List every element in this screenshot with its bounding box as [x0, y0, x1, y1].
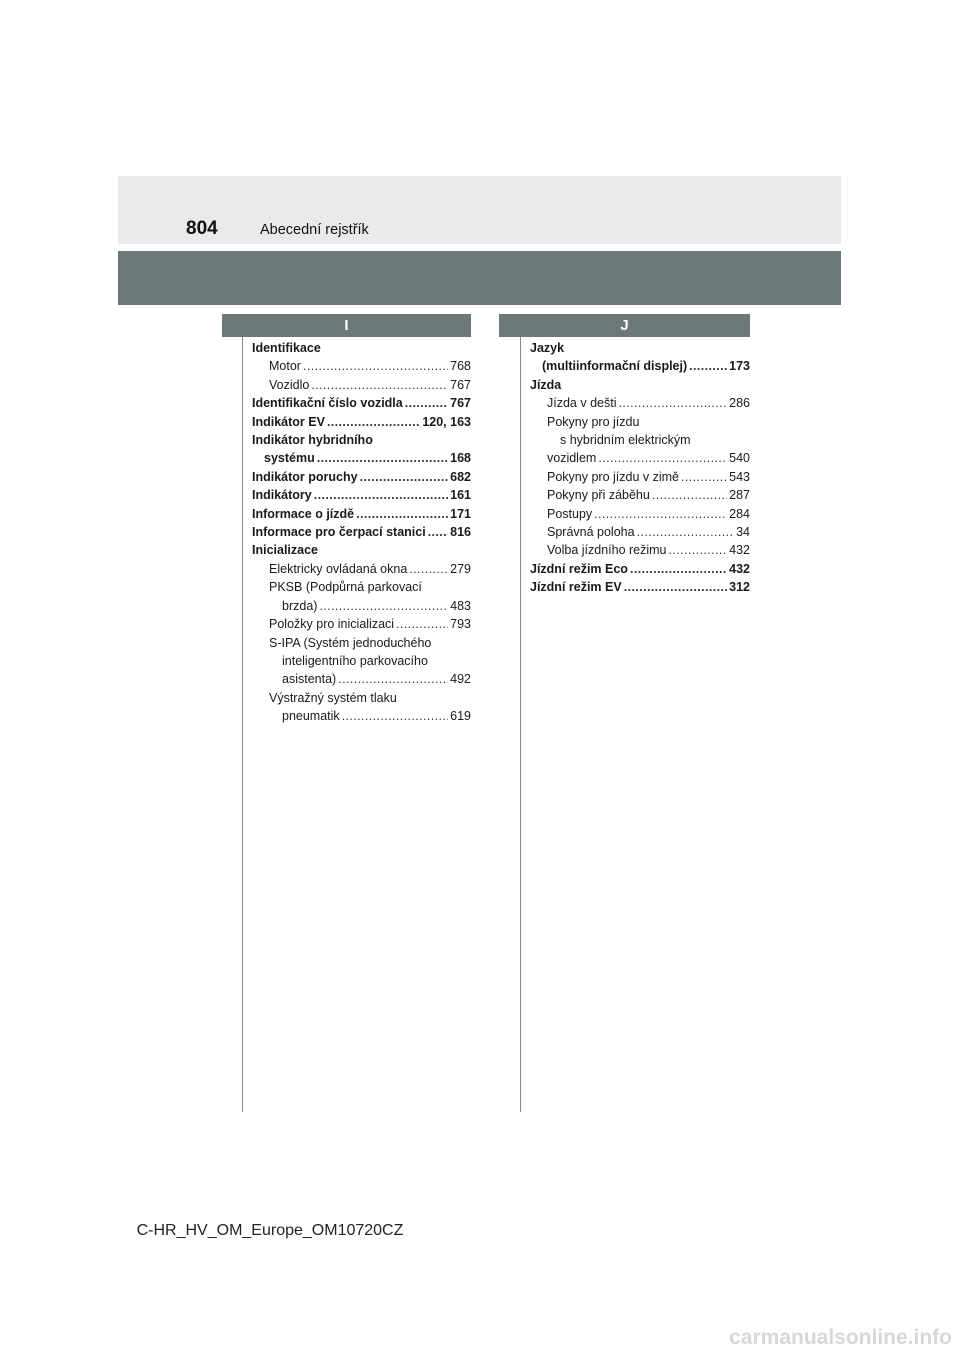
- entry-page: 432: [729, 543, 750, 558]
- leader-dots: [689, 357, 727, 375]
- leader-dots: [311, 376, 448, 394]
- entry-term: brzda): [282, 598, 318, 613]
- index-entry: [252, 413, 471, 431]
- index-entry: [252, 505, 471, 523]
- index-entry: [530, 376, 750, 394]
- leader-dots: [409, 560, 448, 578]
- index-entry: [530, 486, 750, 504]
- index-column-j: [530, 339, 750, 597]
- entry-term: Pokyny pro jízdu: [547, 414, 640, 429]
- index-entry: [252, 707, 471, 725]
- index-entry: [252, 339, 471, 357]
- leader-dots: [598, 449, 727, 467]
- leader-dots: [317, 449, 448, 467]
- letter-heading-j: J: [499, 314, 750, 337]
- entry-page: 767: [450, 396, 471, 411]
- index-entry: [252, 578, 471, 596]
- index-entry: [530, 413, 750, 431]
- index-entry: [252, 394, 471, 412]
- entry-term: Informace o jízdě: [252, 506, 355, 521]
- index-entry: [252, 449, 471, 467]
- entry-term: Indikátor EV: [252, 414, 325, 429]
- index-entry: [530, 505, 750, 523]
- index-entry: [252, 615, 471, 633]
- entry-term: Identifikační číslo vozidla: [252, 396, 403, 411]
- index-entry: [530, 523, 750, 541]
- column-divider-right: [520, 337, 521, 1112]
- leader-dots: [624, 578, 727, 596]
- leader-dots: [314, 486, 448, 504]
- leader-dots: [356, 505, 448, 523]
- entry-page: 161: [450, 488, 471, 503]
- entry-page: 767: [450, 377, 471, 392]
- leader-dots: [669, 541, 728, 559]
- entry-page: 34: [736, 525, 750, 540]
- entry-term: Pokyny při záběhu: [547, 488, 650, 503]
- entry-page: 279: [450, 561, 471, 576]
- index-column-i: [252, 339, 471, 726]
- entry-term: S-IPA (Systém jednoduchého: [269, 635, 432, 650]
- index-entry: [252, 634, 471, 652]
- entry-page: 120, 163: [422, 414, 471, 429]
- index-entry: [252, 357, 471, 375]
- leader-dots: [327, 413, 420, 431]
- index-entry: [252, 670, 471, 688]
- entry-term: Položky pro inicializaci: [269, 617, 395, 632]
- footer-doc-code: C-HR_HV_OM_Europe_OM10720CZ: [136, 1222, 404, 1239]
- leader-dots: [652, 486, 727, 504]
- entry-term: s hybridním elektrickým: [560, 433, 691, 448]
- page-number: 804: [186, 218, 218, 239]
- entry-page: 286: [729, 396, 750, 411]
- entry-term: Jízda v dešti: [547, 396, 617, 411]
- entry-term: Indikátory: [252, 488, 312, 503]
- index-entry: [252, 486, 471, 504]
- entry-term: Správná poloha: [547, 525, 635, 540]
- entry-page: 540: [729, 451, 750, 466]
- entry-term: Motor: [269, 359, 301, 374]
- entry-page: 312: [729, 580, 750, 595]
- leader-dots: [360, 468, 449, 486]
- entry-term: Informace pro čerpací stanici: [252, 525, 426, 540]
- entry-page: 432: [729, 561, 750, 576]
- index-entry: [530, 339, 750, 357]
- leader-dots: [396, 615, 448, 633]
- entry-page: 543: [729, 469, 750, 484]
- title-band: [118, 251, 841, 305]
- index-entry: [252, 431, 471, 449]
- entry-page: 619: [450, 709, 471, 724]
- section-title: Abecední rejstřík: [260, 222, 369, 238]
- entry-page: 171: [450, 506, 471, 521]
- entry-page: 168: [450, 451, 471, 466]
- index-entry: [530, 394, 750, 412]
- index-entry: [530, 541, 750, 559]
- entry-page: 816: [450, 525, 471, 540]
- entry-term: Jízda: [530, 377, 562, 392]
- entry-page: 173: [729, 359, 750, 374]
- leader-dots: [338, 670, 448, 688]
- entry-term: Jazyk: [530, 341, 565, 355]
- entry-term: Indikátor hybridního: [252, 433, 373, 448]
- entry-term: Pokyny pro jízdu v zimě: [547, 469, 679, 484]
- watermark: carmanualsonline.info: [729, 1326, 952, 1349]
- leader-dots: [405, 394, 448, 412]
- leader-dots: [342, 707, 448, 725]
- entry-page: 492: [450, 672, 471, 687]
- index-entry: [252, 689, 471, 707]
- entry-term: Identifikace: [252, 341, 321, 355]
- index-entry: [252, 597, 471, 615]
- entry-term: (multiinformační displej): [542, 359, 688, 374]
- entry-term: Postupy: [547, 506, 593, 521]
- entry-page: 682: [450, 469, 471, 484]
- index-entry: [530, 357, 750, 375]
- entry-term: inteligentního parkovacího: [282, 653, 428, 668]
- leader-dots: [637, 523, 735, 541]
- leader-dots: [618, 394, 727, 412]
- index-entry: [530, 449, 750, 467]
- index-entry: [252, 523, 471, 541]
- entry-term: vozidlem: [547, 451, 597, 466]
- entry-term: PKSB (Podpůrná parkovací: [269, 580, 422, 595]
- leader-dots: [681, 468, 727, 486]
- entry-term: Inicializace: [252, 543, 319, 558]
- header-band: [118, 176, 841, 244]
- index-entry: [252, 652, 471, 670]
- index-entry: [530, 431, 750, 449]
- entry-term: Indikátor poruchy: [252, 469, 358, 484]
- index-entry: [252, 541, 471, 559]
- leader-dots: [303, 357, 448, 375]
- index-entry: [530, 560, 750, 578]
- entry-term: Elektricky ovládaná okna: [269, 561, 408, 576]
- index-entry: [252, 468, 471, 486]
- leader-dots: [594, 505, 727, 523]
- column-divider-left: [242, 337, 243, 1112]
- entry-page: 287: [729, 488, 750, 503]
- entry-term: Vozidlo: [269, 377, 310, 392]
- leader-dots: [319, 597, 448, 615]
- entry-page: 793: [450, 617, 471, 632]
- entry-term: asistenta): [282, 672, 337, 687]
- leader-dots: [630, 560, 727, 578]
- entry-term: systému: [264, 451, 315, 466]
- leader-dots: [428, 523, 448, 541]
- entry-page: 768: [450, 359, 471, 374]
- entry-term: pneumatik: [282, 709, 340, 724]
- index-entry: [252, 560, 471, 578]
- letter-heading-i: I: [222, 314, 471, 337]
- index-entry: [530, 468, 750, 486]
- index-entry: [252, 376, 471, 394]
- entry-term: Volba jízdního režimu: [547, 543, 667, 558]
- entry-page: 483: [450, 598, 471, 613]
- entry-page: 284: [729, 506, 750, 521]
- entry-term: Výstražný systém tlaku: [269, 690, 397, 705]
- entry-term: Jízdní režim EV: [530, 580, 622, 595]
- entry-term: Jízdní režim Eco: [530, 561, 628, 576]
- index-entry: [530, 578, 750, 596]
